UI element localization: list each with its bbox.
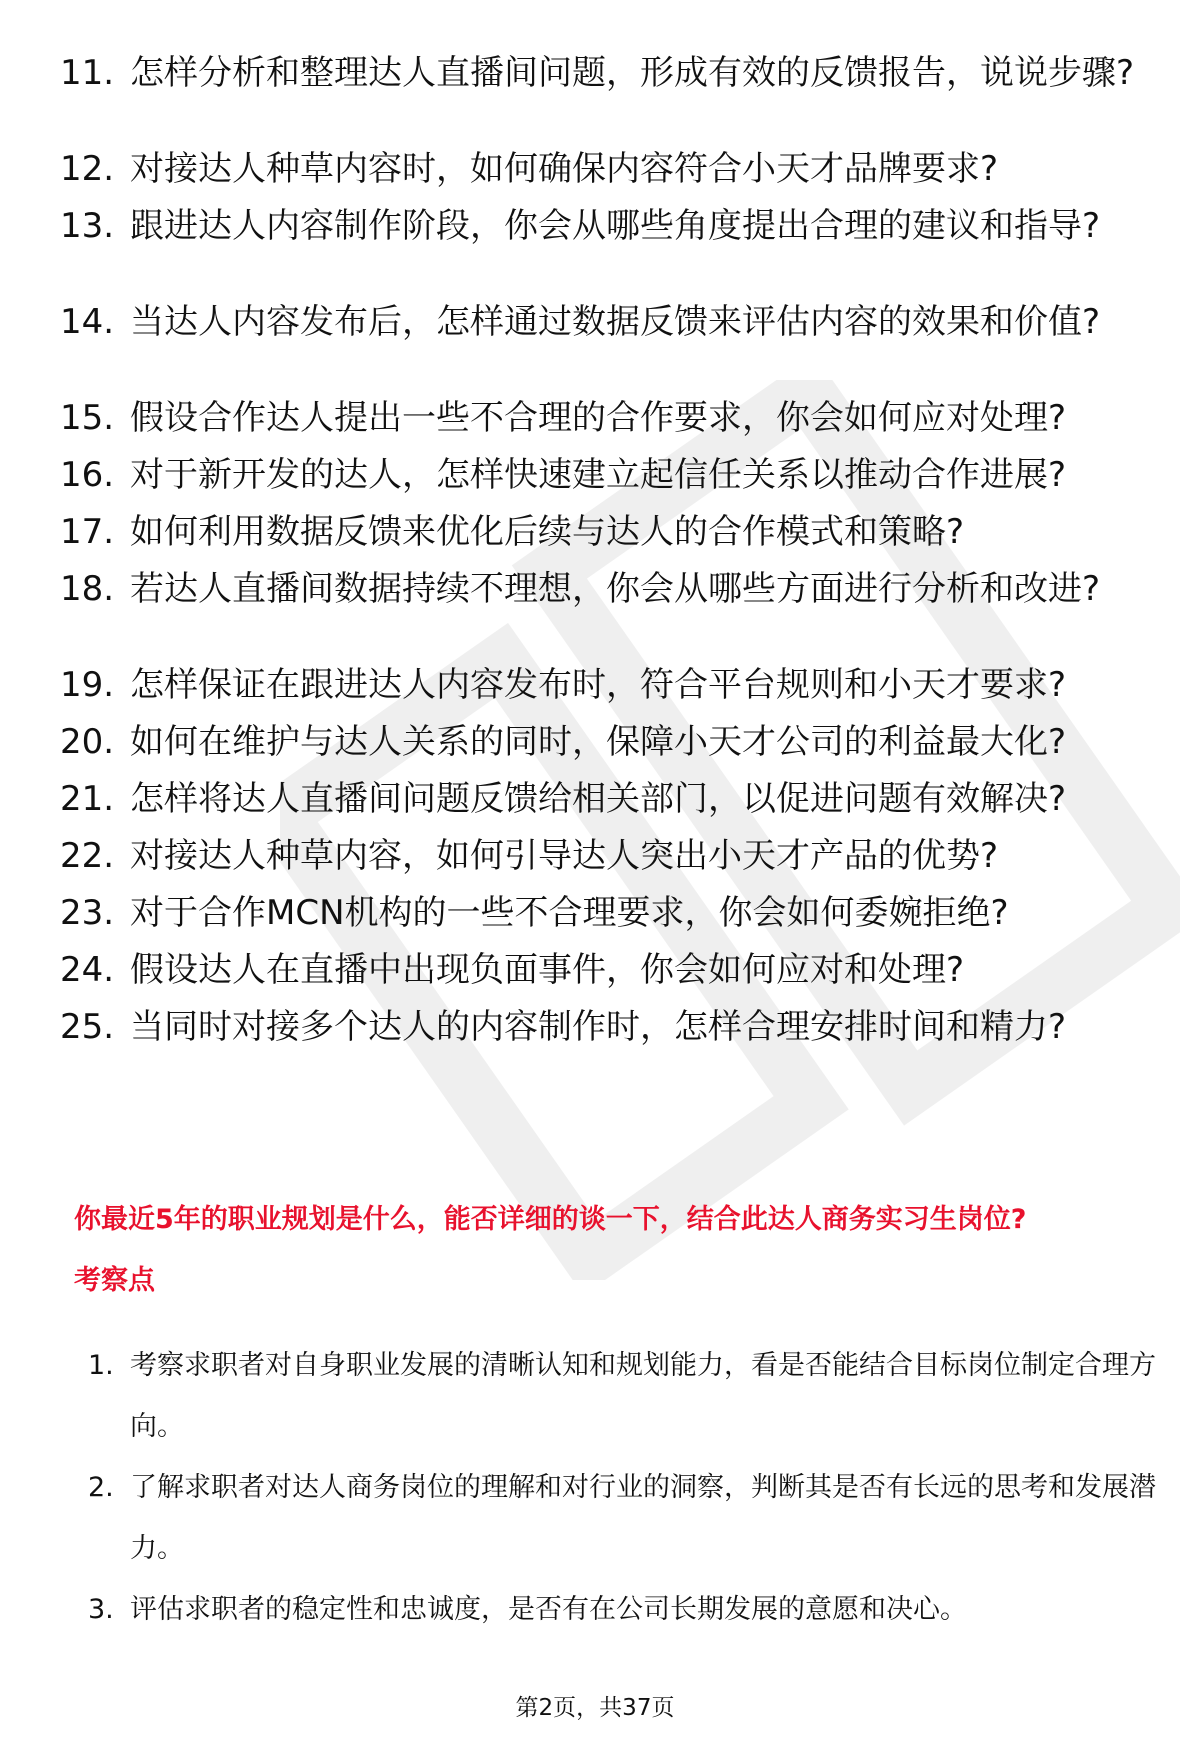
question-item <box>60 892 1160 934</box>
question-number: 13. <box>60 206 115 246</box>
question-item <box>60 397 1160 439</box>
question-text: 若达人直播间数据持续不理想，你会从哪些方面进行分析和改进? <box>130 569 1101 609</box>
question-text: 跟进达人内容制作阶段，你会从哪些角度提出合理的建议和指导? <box>130 206 1101 246</box>
question-item <box>60 301 1160 343</box>
question-item <box>60 721 1160 763</box>
question-text: 假设合作达人提出一些不合理的合作要求，你会如何应对处理? <box>130 398 1067 438</box>
question-number: 12. <box>60 149 115 189</box>
question-text: 对于合作MCN机构的一些不合理要求，你会如何委婉拒绝? <box>130 893 1009 933</box>
question-text: 怎样将达人直播间问题反馈给相关部门，以促进问题有效解决? <box>130 779 1067 819</box>
question-item <box>60 949 1160 991</box>
question-item <box>60 778 1160 820</box>
question-item <box>60 1006 1160 1048</box>
highlight-subtitle: 考察点 <box>74 1265 155 1296</box>
question-text: 如何利用数据反馈来优化后续与达人的合作模式和策略? <box>130 512 965 552</box>
question-text: 假设达人在直播中出现负面事件，你会如何应对和处理? <box>130 950 965 990</box>
point-item <box>88 1579 1168 1640</box>
question-text: 当同时对接多个达人的内容制作时，怎样合理安排时间和精力? <box>130 1007 1067 1047</box>
question-text: 当达人内容发布后，怎样通过数据反馈来评估内容的效果和价值? <box>130 302 1101 342</box>
question-number: 14. <box>60 302 115 342</box>
question-number: 16. <box>60 455 115 495</box>
question-number: 25. <box>60 1007 115 1047</box>
question-text: 怎样保证在跟进达人内容发布时，符合平台规则和小天才要求? <box>130 665 1067 705</box>
question-number: 18. <box>60 569 115 609</box>
question-number: 17. <box>60 512 115 552</box>
question-number: 22. <box>60 836 115 876</box>
question-number: 19. <box>60 665 115 705</box>
question-item <box>60 664 1160 706</box>
point-text: 评估求职者的稳定性和忠诚度，是否有在公司长期发展的意愿和决心。 <box>130 1594 967 1625</box>
question-text: 如何在维护与达人关系的同时，保障小天才公司的利益最大化? <box>130 722 1067 762</box>
point-text: 考察求职者对自身职业发展的清晰认知和规划能力，看是否能结合目标岗位制定合理方向。 <box>130 1350 1156 1442</box>
question-number: 21. <box>60 779 115 819</box>
question-item <box>60 511 1160 553</box>
question-number: 20. <box>60 722 115 762</box>
point-item <box>88 1457 1168 1579</box>
point-text: 了解求职者对达人商务岗位的理解和对行业的洞察，判断其是否有长远的思考和发展潜力。 <box>130 1472 1156 1564</box>
question-text: 对接达人种草内容，如何引导达人突出小天才产品的优势? <box>130 836 999 876</box>
point-item <box>88 1335 1168 1457</box>
question-text: 对于新开发的达人，怎样快速建立起信任关系以推动合作进展? <box>130 455 1067 495</box>
question-item <box>60 52 1160 94</box>
question-number: 11. <box>60 53 115 93</box>
point-number: 1. <box>88 1350 114 1381</box>
question-item <box>60 148 1160 190</box>
question-text: 怎样分析和整理达人直播间问题，形成有效的反馈报告，说说步骤? <box>130 53 1135 93</box>
point-number: 3. <box>88 1594 114 1625</box>
question-item <box>60 454 1160 496</box>
question-number: 15. <box>60 398 115 438</box>
question-item <box>60 835 1160 877</box>
question-text: 对接达人种草内容时，如何确保内容符合小天才品牌要求? <box>130 149 999 189</box>
highlight-question: 你最近5年的职业规划是什么，能否详细的谈一下，结合此达人商务实习生岗位? <box>74 1204 1027 1235</box>
page-number: 第2页，共37页 <box>515 1695 675 1721</box>
question-number: 24. <box>60 950 115 990</box>
point-number: 2. <box>88 1472 114 1503</box>
question-item <box>60 568 1160 610</box>
question-number: 23. <box>60 893 115 933</box>
question-item <box>60 205 1160 247</box>
